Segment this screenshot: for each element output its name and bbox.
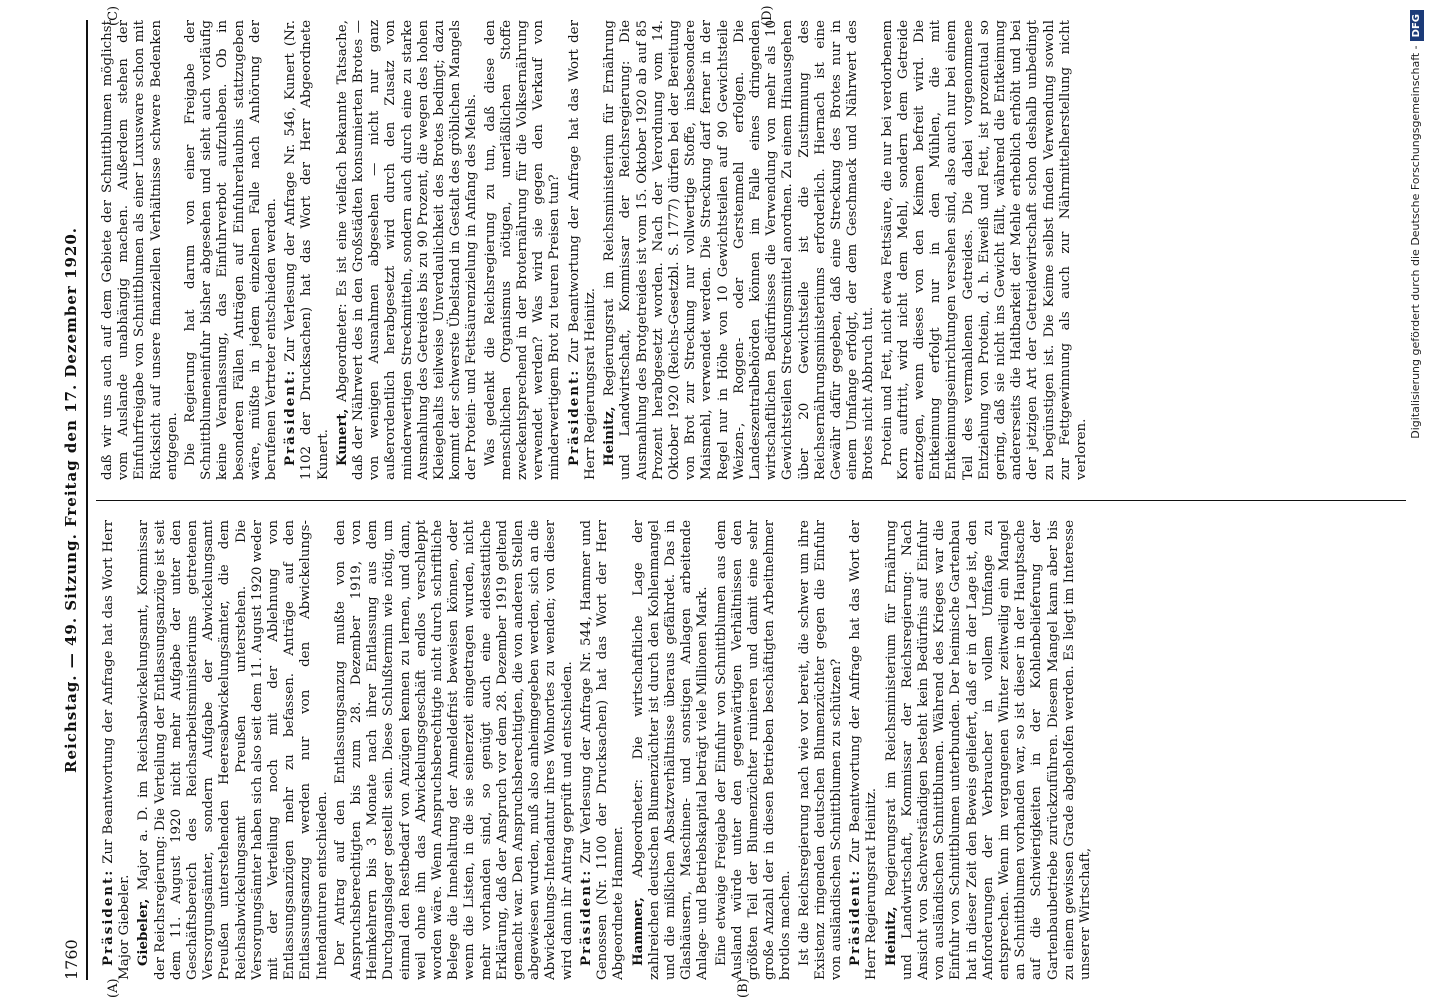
page-header — [58, 20, 86, 980]
paragraph-text: Zur Beantwortung der Anfrage hat das Wort der Herr Regierungsrat Heinitz. — [566, 20, 598, 480]
paragraph — [100, 520, 133, 980]
speaker-name: Kunert, — [333, 408, 350, 466]
speaker-name: Heinitz, — [601, 406, 618, 466]
paragraph: daß wir uns auch auf dem Gebiete der Schnittblumen möglichst vom Auslande unabhängig machen. Außerdem stehen der Einfuhrfreigabe von Schnittblumen als einer Luxusware schon mit Rücksicht auf unsere finanziellen Verhältnisse schwere Bedenken entgegen. — [100, 20, 180, 480]
speaker-label: Präsident: — [100, 868, 116, 966]
margin-marker-a: (A) — [106, 978, 121, 998]
paragraph — [847, 520, 880, 980]
speaker-name: Giebeler, — [135, 898, 152, 966]
paragraph-text: Zur Beantwortung der Anfrage hat das Wort der Herr Regierungsrat Heinitz. — [848, 520, 880, 980]
paragraph-text: Regierungsrat im Reichsministerium für Ernährung und Landwirtschaft, Kommissar der Reichsregierung: Die Ausmahlung des Brotgetreides ist vom 15. Oktober 1920 ab auf 85 Prozent herabgesetzt worden. Nach der Verordnung vom 14. Oktober 1920 (Reichs-Gesetzbl. S. 1777) dürfen bei der Bereitung von Brot zur Streckung nur vollwertige Stoffe, insbesondere Maismehl, verwendet werden. Die Streckung darf ferner in der Regel nur in Höhe von 10 Gewichtsteilen auf 90 Gewichtsteile Weizen-, Roggen- oder Gerstenmehl erfolgen. Die Landeszentralbehörden können im Falle eines dringenden wirtschaftlichen Bedürfnisses die Verwendung von mehr als 10 Gewichtsteilen Streckungsmittel anordnen. Zu einem Hinausgehen über 20 Gewichtsteile ist die Zustimmung des Reichsernährungsministeriums erforderlich. Hiernach ist eine Gewähr dafür gegeben, daß eine Streckung des Brotes nur in einem Umfange erfolgt, der dem Geschmack und Nährwert des Brotes nicht Abbruch tut. — [602, 20, 877, 480]
speaker-label: Präsident: — [565, 368, 582, 466]
paragraph — [578, 520, 628, 980]
speaker-name: Heinitz, — [882, 906, 899, 966]
right-column — [100, 20, 1400, 480]
digitization-note — [1405, 10, 1427, 990]
header-rule — [86, 20, 88, 980]
paragraph-text: Abgeordneter: Die wirtschaftliche Lage der zahlreichen deutschen Blumenzüchter ist durch den Kohlenmangel und die mißlichen Absatzverhältnisse überaus gefährdet. Das in Glashäusern, Maschinen- und sonstigen Anlagen arbeitende Anlage- und Betriebskapital beträgt viele Millionen Mark. — [630, 520, 711, 980]
paragraph-text: Major a. D. im Reichsabwickelungsamt, Kommissar der Reichsregierung: Die Verteilung der Entlassungsanzüge ist seit dem 11. August 1920 nicht mehr Aufgabe der unter den Geschäftsbereich des Reichsarbeitsministeriums getretenen Versorgungsämter, sondern Aufgabe der Abwickelungsamt Preußen unterstehenden Heeresabwickelungsämter, die dem Reichsabwickelungsamt Preußen unterstehen. Die Versorgungsämter haben sich also seit dem 11. August 1920 weder mit der Verteilung noch mit der Ablehnung von Entlassungsanzügen mehr zu befassen. Anträge auf den Entlassungsanzug werden nur von den Abwickelungs-Intendanturen entschieden. — [136, 520, 330, 980]
paragraph-text: Zur Verlesung der Anfrage Nr. 544, Hammer und Genossen (Nr. 1100 der Drucksachen) hat das Wort der Herr Abgeordnete Hammer. — [578, 520, 627, 980]
paragraph: Der Antrag auf den Entlassungsanzug mußte von den Anspruchsberechtigten bis zum 28. Dezember 1919, von Heimkehrern bis 3 Monate nach ihrer Entlassung aus dem Durchgangslager gestellt sein. Diese Schlußtermin wie nötig, um einmal den Restbedarf von Anzügen kennen zu lernen, und dann, weil ohne ihn das Abwickelungsgeschäft endlos verschleppt worden wäre. Wenn Anspruchsberechtigte nicht durch schriftliche Belege die Innehaltung der Anmeldefrist beweisen können, oder wenn die Listen, in die sie seinerzeit eingetragen wurden, nicht mehr vorhanden sind, so genügt auch eine eidesstattliche Erklärung, daß der Anspruch vor dem 28. Dezember 1919 geltend gemacht war. Den Anspruchsberechtigten, die von anderen Stellen abgewiesen wurden, muß also anheimgegeben werden, sich an die Abwickelungs-Intendantur ihres Wohnortes zu wenden; von dieser wird dann ihr Antrag geprüft und entschieden. — [332, 520, 575, 980]
paragraph: Was gedenkt die Reichsregierung zu tun, daß diese den menschlichen Organismus nötigen, unerläßlichen Stoffe zweckentsprechend in der Broternährung für die Volksernährung verwendet werden? Was wird sie gegen den Verkauf von minderwertigem Brot zu teuren Preisen tun? — [482, 20, 563, 480]
running-title: Reichstag. — 49. Sitzung. Freitag den 17. Dezember 1920. — [62, 227, 80, 774]
paragraph-text: Abgeordneter: Es ist eine vielfach bekannte Tatsache, daß der Nährwert des in den Großstädten konsumierten Brotes — von wenigen Ausnahmen abgesehen — nicht nur ganz außerordentlich herabgesetzt wird durch den Zusatz von minderwertigen Streckmitteln, sondern auch durch eine zu starke Ausmahlung des Getreides bis zu 90 Prozent, die wegen des hohen Kleiegehalts teilweise Unverdaulichkeit des Brotes bedingt; dazu kommt der schwerste Übelstand in Gestalt des gröblichen Mangels der Protein- und Fettsäurenzielung in Anfang des Mehls. — [334, 20, 480, 480]
paragraph: Eine etwaige Freigabe der Einfuhr von Schnittblumen aus dem Ausland würde unter den gegenwärtigen Verhältnissen den größten Teil der Blumenzüchter ruinieren und damit eine sehr große Anzahl der in diesen Betrieben beschäftigten Arbeitnehmer brotlos machen. — [713, 520, 794, 980]
dfg-logo: DFG — [1410, 10, 1424, 41]
paragraph — [282, 20, 332, 480]
rotated-page — [40, 0, 1420, 1000]
paragraph-text: Zur Beantwortung der Anfrage hat das Wort Herr Major Giebeler. — [101, 520, 133, 980]
paragraph — [135, 520, 330, 980]
paragraph — [334, 20, 481, 480]
page-number: 1760 — [62, 939, 81, 980]
paragraph — [566, 20, 599, 480]
paragraph-text: Regierungsrat im Reichsministerium für Ernährung und Landwirtschaft, Kommissar der Reichsregierung: Nach Ansicht von Sachverständigen besteht kein Bedürfnis auf Einfuhr von ausländischen Schnittblumen. Während des Krieges war die Einfuhr von Schnittblumen unterbunden. Der heimische Gartenbau hat in dieser Zeit den Beweis geliefert, daß er in der Lage ist, den Anforderungen der Verbraucher in vollem Umfange zu entsprechen. Wenn im vergangenen Winter zeitweilig ein Mangel an Schnittblumen vorhanden war, so ist dieser in der Hauptsache auf die Schwierigkeiten in der Kohlenbelieferung der Gartenbaubetriebe zurückzuführen. Diesem Mangel kann aber bis zu einem gewissen Grade abgeholfen werden. Es liegt im Interesse unserer Wirtschaft, — [883, 520, 1093, 980]
left-column — [100, 520, 1400, 980]
speaker-label: Präsident: — [847, 868, 864, 966]
paragraph: Ist die Reichsregierung nach wie vor bereit, die schwer um ihre Existenz ringenden deutschen Blumenzüchter gegen die Einfuhr von ausländischen Schnittblumen zu schützen? — [796, 520, 844, 980]
margin-marker-c: (C) — [106, 5, 121, 26]
margin-marker-b: (B) — [736, 978, 751, 998]
speaker-label: Präsident: — [282, 368, 299, 466]
paragraph — [630, 520, 712, 980]
digitization-text: Digitalisierung gefördert durch die Deutsche Forschungsgemeinschaft - — [1409, 45, 1422, 439]
column-divider — [96, 500, 1406, 501]
margin-marker-d: (D) — [760, 5, 775, 26]
paragraph — [601, 20, 877, 480]
paragraph-text: Zur Verlesung der Anfrage Nr. 546, Kunert (Nr. 1102 der Drucksachen) hat das Wort der Herr Abgeordnete Kunert. — [283, 20, 331, 480]
paragraph: Die Regierung hat darum von einer Freigabe der Schnittblumeneinfuhr bisher abgesehen und sieht auch vorläufig keine Veranlassung, das Einfuhrverbot aufzuheben. Ob in besonderen Fällen Anträgen auf Einfuhrerlaubnis stattzugeben wäre, müßte in jedem einzelnen Falle nach Anhörung der berufenen Vertreter entschieden werden. — [183, 20, 280, 480]
speaker-label: Präsident: — [577, 868, 594, 966]
speaker-name: Hammer, — [629, 897, 646, 966]
paragraph — [883, 520, 1095, 980]
paragraph: Protein und Fett, nicht etwa Fettsäure, die nur bei verdorbenem Korn auftritt, wird nicht dem Mehl, sondern dem Getreide entzogen, wenn dieses von den Keimen befreit wird. Die Entkeimung erfolgt nur in den Mühlen, die mit Entkeimungseinrichtungen versehen sind, also auch nur bei einem Teil des vermahlenen Getreides. Die dabei vorgenommene Entziehung von Protein, d. h. Eiweiß und Fett, ist prozentual so gering, daß sie nicht ins Gewicht fällt, während die Entkeimung andererseits die Haltbarkeit der Mehle erheblich erhöht und bei der jetzigen Art der Getreidewirtschaft schon deshalb unbedingt zu begünstigen ist. Die Keime selbst finden Verwendung sowohl zur Fettgewinnung als auch zur Nährmittelherstellung nicht verloren. — [879, 20, 1089, 480]
